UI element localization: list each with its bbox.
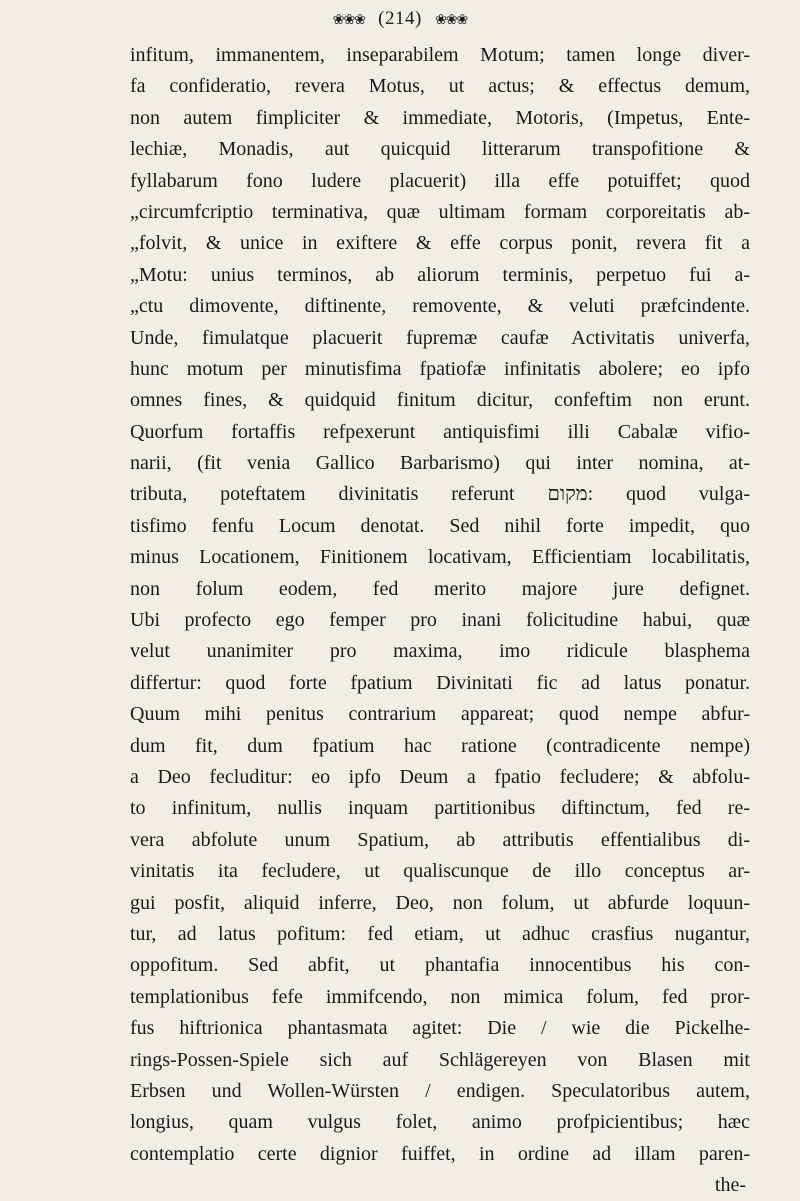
text-line: dum fit, dum fpatium hac ratione (contradicente nempe)	[130, 734, 750, 757]
ornament-left: ❀❀❀	[332, 13, 365, 28]
text-line: to infinitum, nullis inquam partitionibus diftinctum, fed re-	[130, 797, 750, 820]
text-line: non folum eodem, fed merito majore jure defignet.	[130, 577, 750, 600]
text-line: velut unanimiter pro maxima, imo ridicule blasphema	[130, 640, 750, 663]
text-line: „folvit, & unice in exiftere & effe corpus ponit, revera fit a	[130, 232, 750, 255]
text-line: oppofitum. Sed abfit, ut phantafia innocentibus his con-	[130, 954, 750, 977]
text-line: „circumfcriptio terminativa, quæ ultimam formam corporeitatis ab-	[130, 200, 750, 223]
body-text	[130, 40, 750, 1201]
text-line: lechiæ, Monadis, aut quicquid litterarum transpofitione &	[130, 138, 750, 161]
text-line: vinitatis ita fecludere, ut qualiscunque de illo conceptus ar-	[130, 860, 750, 883]
text-line: „ctu dimovente, diftinente, removente, & veluti præfcindente.	[130, 295, 750, 318]
text-line: omnes fines, & quidquid finitum dicitur, confeftim non erunt.	[130, 389, 750, 412]
text-line: longius, quam vulgus folet, animo profpicientibus; hæc	[130, 1111, 750, 1134]
text-line: Ubi profecto ego femper pro inani folicitudine habui, quæ	[130, 609, 750, 632]
text-line: fyllabarum fono ludere placuerit) illa effe potuiffet; quod	[130, 169, 750, 192]
text-line: Quum mihi penitus contrarium appareat; quod nempe abfur-	[130, 703, 750, 726]
ornament-right: ❀❀❀	[435, 13, 468, 28]
text-line: tur, ad latus pofitum: fed etiam, ut adhuc crasfius nugantur,	[130, 922, 750, 945]
text-line: a Deo fecluditur: eo ipfo Deum a fpatio fecludere; & abfolu-	[130, 765, 750, 788]
text-line: gui posfit, aliquid inferre, Deo, non folum, ut abfurde loquun-	[130, 891, 750, 914]
text-line: contemplatio certe dignior fuiffet, in ordine ad illam paren-	[130, 1142, 750, 1165]
text-line: vera abfolute unum Spatium, ab attributis effentialibus di-	[130, 828, 750, 851]
catchword: the-	[714, 1174, 746, 1197]
text-line: narii, (fit venia Gallico Barbarismo) qui inter nomina, at-	[130, 452, 750, 475]
text-line: templationibus fefe immifcendo, non mimica folum, fed pror-	[130, 985, 750, 1008]
text-line: tributa, poteftatem divinitatis referunt מקום: quod vulga-	[130, 483, 750, 506]
text-line: non autem fimpliciter & immediate, Motoris, (Impetus, Ente-	[130, 106, 750, 129]
text-line: Quorfum fortaffis refpexerunt antiquisfimi illi Cabalæ vifio-	[130, 420, 750, 443]
text-line: tisfimo fenfu Locum denotat. Sed nihil forte impedit, quo	[130, 514, 750, 537]
text-line: „Motu: unius terminos, ab aliorum terminis, perpetuo fui a-	[130, 263, 750, 286]
text-line: infitum, immanentem, inseparabilem Motum; tamen longe diver-	[130, 44, 750, 66]
text-line: minus Locationem, Finitionem locativam, Efficientiam locabilitatis,	[130, 546, 750, 569]
text-line: rings-Possen-Spiele sich auf Schlägereyen von Blasen mit	[130, 1048, 750, 1071]
text-line: fus hiftrionica phantasmata agitet: Die / wie die Pickelhe-	[130, 1017, 750, 1040]
text-line: differtur: quod forte fpatium Divinitati fic ad latus ponatur.	[130, 671, 750, 694]
text-line: hunc motum per minutisfima fpatiofæ infinitatis abolere; eo ipfo	[130, 357, 750, 380]
text-line: Unde, fimulatque placuerit fupremæ caufæ Activitatis univerfa,	[130, 326, 750, 349]
text-line: fa confideratio, revera Motus, ut actus; & effectus demum,	[130, 75, 750, 98]
page-header	[0, 8, 800, 30]
text-line: Erbsen und Wollen-Würsten / endigen. Speculatoribus autem,	[130, 1079, 750, 1102]
page-number: (214)	[378, 8, 422, 29]
